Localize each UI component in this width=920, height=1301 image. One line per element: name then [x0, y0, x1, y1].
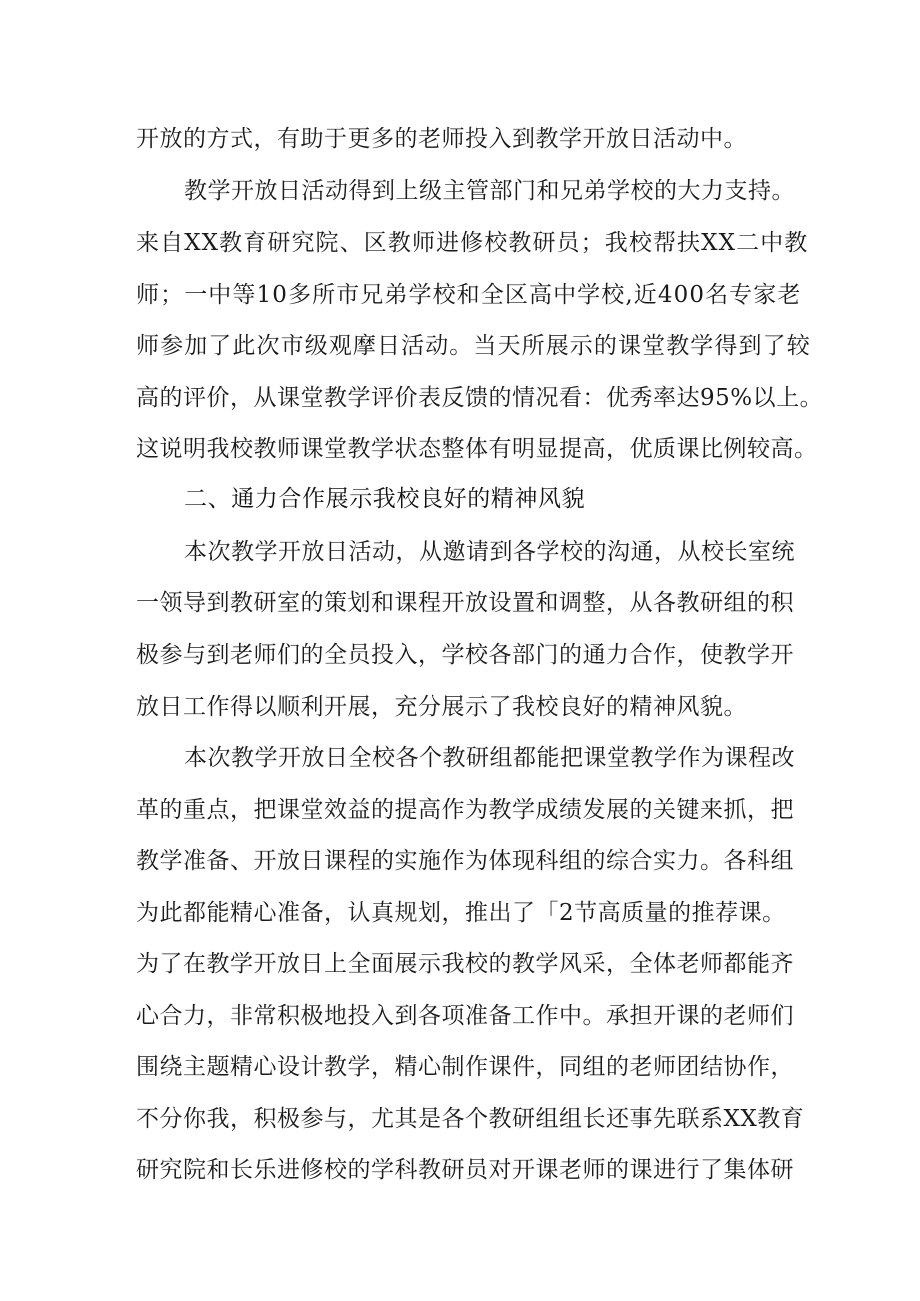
paragraph-groups-line-9: 研究院和长乐进修校的学科教研员对开课老师的课进行了集体研: [136, 1157, 794, 1183]
paragraph-cooperation-line-4: 放日工作得以顺利开展，充分展示了我校良好的精神风貌。: [136, 694, 747, 720]
paragraph-cooperation-line-2: 一领导到教研室的策划和课程开放设置和调整，从各教研组的积: [136, 590, 794, 616]
paragraph-groups-line-5: 为了在教学开放日上全面展示我校的教学风采，全体老师都能齐: [136, 951, 794, 977]
intro-line: 开放的方式，有助于更多的老师投入到教学开放日活动中。: [136, 126, 747, 152]
paragraph-cooperation-line-1: 本次教学开放日活动，从邀请到各学校的沟通，从校长室统: [184, 539, 795, 565]
paragraph-groups-line-7: 围绕主题精心设计教学，精心制作课件，同组的老师团结协作，: [136, 1054, 794, 1080]
paragraph-groups-line-4: 为此都能精心准备，认真规划，推出了「2节高质量的推荐课。: [136, 900, 786, 926]
paragraph-support-line-2: 来自XX教育研究院、区教师进修校教研员；我校帮扶XX二中教: [136, 230, 809, 256]
paragraph-support-line-6: 这说明我校教师课堂教学状态整体有明显提高，优质课比例较高。: [136, 436, 818, 462]
paragraph-groups-line-8: 不分你我，积极参与，尤其是各个教研组组长还事先联系XX教育: [136, 1106, 805, 1132]
paragraph-support-line-4: 师参加了此次市级观摩日活动。当天所展示的课堂教学得到了较: [136, 333, 811, 359]
paragraph-cooperation-line-3: 极参与到老师们的全员投入，学校各部门的通力合作，使教学开: [136, 642, 794, 668]
paragraph-groups-line-3: 教学准备、开放日课程的实施作为体现科组的综合实力。各科组: [136, 848, 794, 874]
section-heading: 二、通力合作展示我校良好的精神风貌: [184, 486, 586, 512]
paragraph-groups-line-1: 本次教学开放日全校各个教研组都能把课堂教学作为课程改: [184, 745, 795, 771]
paragraph-groups-line-6: 心合力，非常积极地投入到各项准备工作中。承担开课的老师们: [136, 1003, 794, 1029]
paragraph-support-line-3: 师；一中等10多所市兄弟学校和全区高中学校,近400名专家老: [136, 282, 802, 308]
paragraph-support-line-1: 教学开放日活动得到上级主管部门和兄弟学校的大力支持。: [184, 178, 795, 204]
paragraph-groups-line-2: 革的重点，把课堂效益的提高作为教学成绩发展的关键来抓，把: [136, 797, 794, 823]
paragraph-support-line-5: 高的评价，从课堂教学评价表反馈的情况看：优秀率达95%以上。: [136, 385, 824, 411]
